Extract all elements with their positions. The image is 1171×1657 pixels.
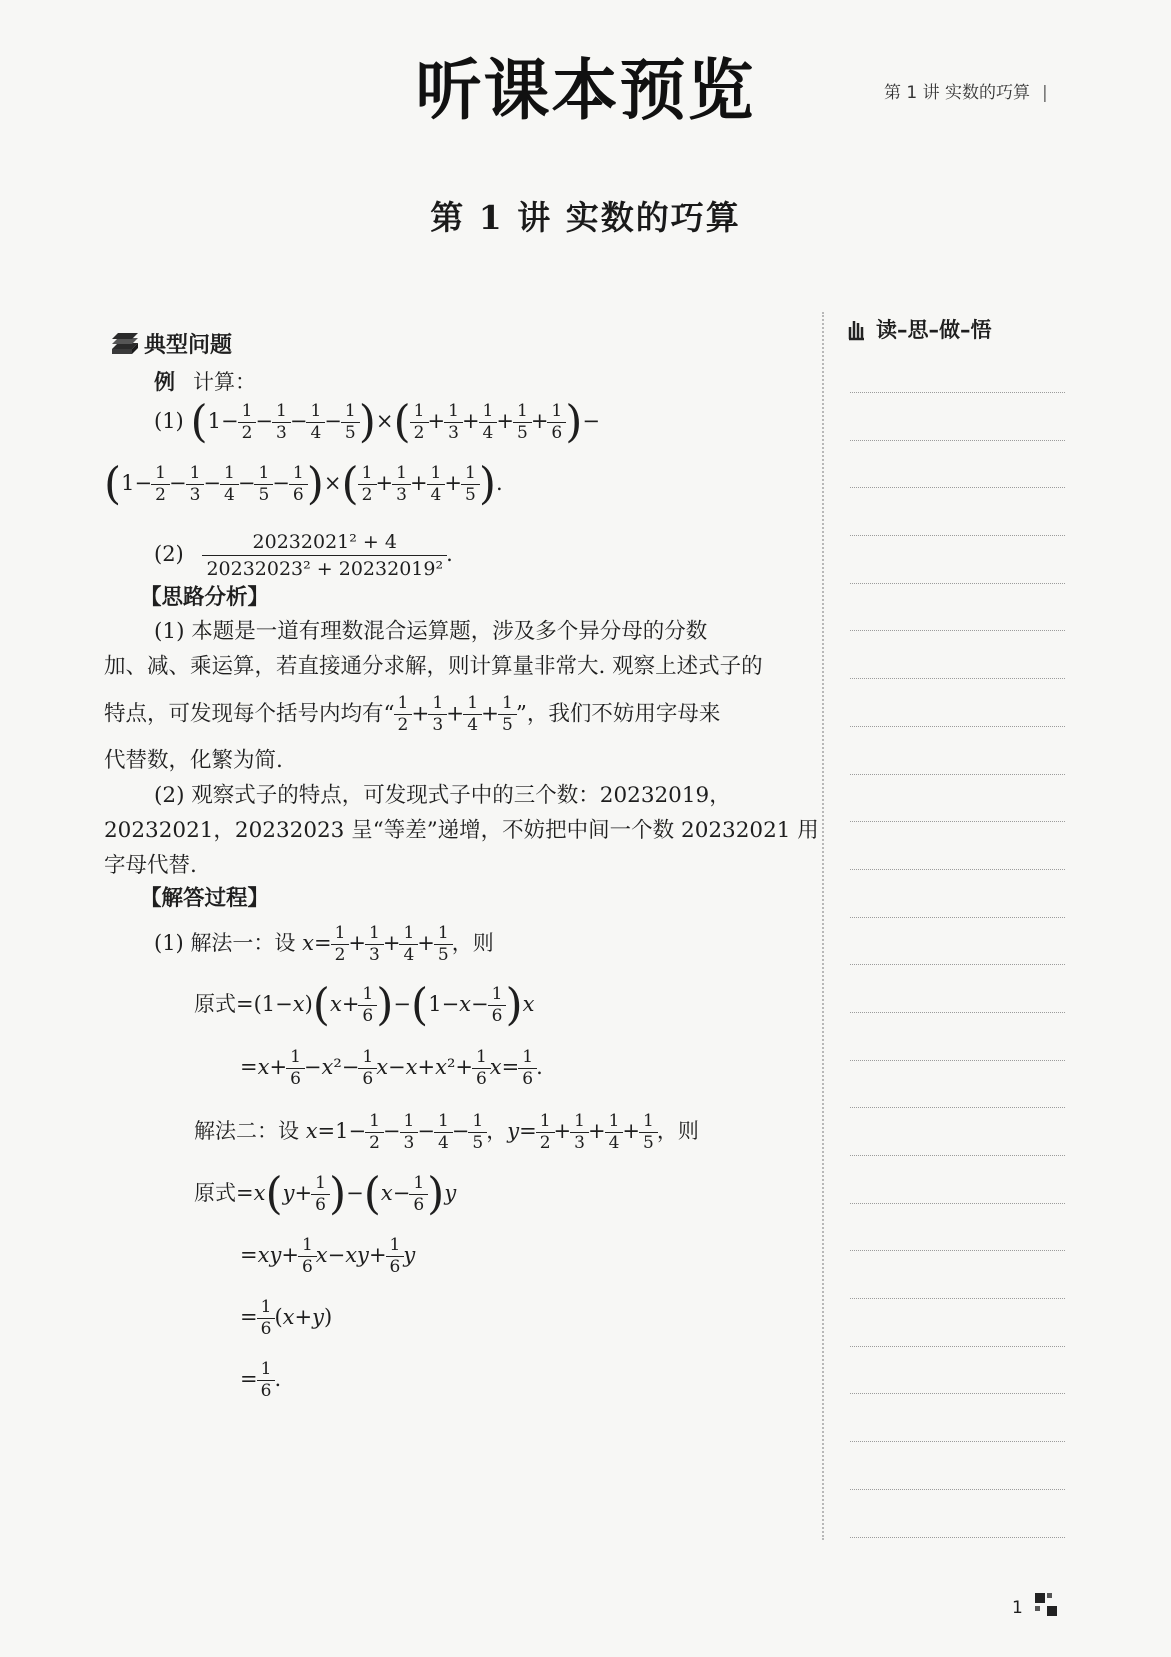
solution-method1-intro: (1) 解法一：设 x= $\frac{1}{2}$ + $\frac{1}{3}$ + $\frac{1}{4}$ + $\frac{1}{5}$ ，则 <box>154 923 494 965</box>
note-line <box>850 583 1065 584</box>
method1-original: 原式 <box>194 992 236 1016</box>
hand-icon <box>846 317 868 341</box>
analysis-p1-line3: 特点，可发现每个括号内均有“ $\frac{1}{2}$ + $\frac{1}{3}$ + $\frac{1}{4}$ + $\frac{1}{5}$ ”，我们不妨用字母来 <box>104 693 721 735</box>
analysis-p1-line2: 加、减、乘运算，若直接通分求解，则计算量非常大. 观察上述式子的 <box>104 654 763 679</box>
solution-method2-step4: = $\frac{1}{6}$ . <box>240 1359 282 1401</box>
note-line <box>850 1107 1065 1108</box>
section-heading-text: 典型问题 <box>144 333 233 358</box>
analysis-p2-line3: 字母代替. <box>104 853 197 878</box>
analysis-p2-line2: 20232021，20232023 呈“等差”递增，不妨把中间一个数 20232021 用 <box>104 818 819 843</box>
note-line <box>850 821 1065 822</box>
solution-method2-step1: 原式=x(y+ $\frac{1}{6}$ )−(x− $\frac{1}{6}$ )y <box>194 1168 457 1220</box>
note-line <box>850 1012 1065 1013</box>
example-expression-line-1: (1) (1− $\frac{1}{2}$ − $\frac{1}{3}$ − $\frac{1}{4}$ − $\frac{1}{5}$ )×( $\frac{1}{2}$ + $\frac{1}{3}$ + $\frac{1}{4}$ + $\frac{1}{5}$ + $\frac{1}{6}$ )− <box>154 396 601 448</box>
lecture-title: 第 1 讲 实数的巧算 <box>430 198 741 237</box>
example-label: 例 <box>154 369 175 394</box>
book-stack-icon <box>110 332 140 356</box>
note-line <box>850 726 1065 727</box>
note-line <box>850 1537 1065 1538</box>
method1-then: ，则 <box>451 931 494 955</box>
method1-marker: (1) <box>154 931 184 955</box>
method2-then: ，则 <box>656 1119 699 1143</box>
solution-method2-step2: =xy+ $\frac{1}{6}$ x−xy+ $\frac{1}{6}$ y <box>240 1235 416 1277</box>
sidebar-heading-text: 读–思–做–悟 <box>876 318 992 342</box>
note-line <box>850 917 1065 918</box>
running-header-text: 第 1 讲 实数的巧算 <box>884 83 1031 103</box>
note-line <box>850 1346 1065 1347</box>
note-line <box>850 1441 1065 1442</box>
method2-original: 原式 <box>194 1181 236 1205</box>
note-lines <box>850 392 1065 1584</box>
analysis-p2-line1: (2) 观察式子的特点，可发现式子中的三个数：20232019， <box>154 783 731 808</box>
analysis-p1-line4: 代替数，化繁为简. <box>104 748 283 773</box>
note-line <box>850 1298 1065 1299</box>
item2-marker: (2) <box>154 542 184 566</box>
note-line <box>850 487 1065 488</box>
page-number: 1 <box>1012 1598 1023 1618</box>
note-line <box>850 774 1065 775</box>
item1-marker: (1) <box>154 409 184 433</box>
running-header <box>884 78 1048 103</box>
solution-heading: 【解答过程】 <box>140 886 270 911</box>
note-line <box>850 1489 1065 1490</box>
example-intro: 计算： <box>193 370 256 394</box>
note-line <box>850 964 1065 965</box>
solution-method2-intro: 解法二：设 x=1− $\frac{1}{2}$ − $\frac{1}{3}$ − $\frac{1}{4}$ − $\frac{1}{5}$ ，y= $\frac{1}{2}$ + $\frac{1}{3}$ + $\frac{1}{4}$ + $\frac{1}{5}$ ，则 <box>194 1111 699 1153</box>
solution-method1-step2: =x+ $\frac{1}{6}$ −x²− $\frac{1}{6}$ x−x+x²+ $\frac{1}{6}$ x= $\frac{1}{6}$ . <box>240 1047 543 1089</box>
note-line <box>850 535 1065 536</box>
analysis-p1-line3-after: ”，我们不妨用字母来 <box>515 701 721 727</box>
section-heading <box>110 328 232 359</box>
banner-title: 听课本预览 <box>415 52 756 129</box>
column-divider <box>822 312 824 1540</box>
item2-numerator: 20232021² + 4 <box>252 531 397 553</box>
corner-squares-icon <box>1034 1592 1060 1618</box>
analysis-p1-line3-before: 特点，可发现每个括号内均有“ <box>104 701 395 727</box>
solution-method1-step1: 原式=(1−x)(x+ $\frac{1}{6}$ )−(1−x− $\frac{1}{6}$ )x <box>194 979 535 1031</box>
item2-denominator: 20232023² + 20232019² <box>202 555 447 581</box>
example-line <box>154 364 256 400</box>
note-line <box>850 1250 1065 1251</box>
example-expression-item2: (2) $\frac{\text{20232021² + 4}}{\text{20232023² + 20232019²}}$ . <box>154 531 453 580</box>
example-expression-line-2: (1− $\frac{1}{2}$ − $\frac{1}{3}$ − $\frac{1}{4}$ − $\frac{1}{5}$ − $\frac{1}{6}$ )×( $\frac{1}{2}$ + $\frac{1}{3}$ + $\frac{1}{4}$ + $\frac{1}{5}$ ). <box>104 458 503 510</box>
note-line <box>850 630 1065 631</box>
analysis-heading: 【思路分析】 <box>140 585 270 610</box>
note-line <box>850 1393 1065 1394</box>
note-line <box>850 869 1065 870</box>
running-header-bar: | <box>1042 83 1048 103</box>
note-line <box>850 1060 1065 1061</box>
analysis-p1-line1: (1) 本题是一道有理数混合运算题，涉及多个异分母的分数 <box>154 619 708 644</box>
note-line <box>850 678 1065 679</box>
note-line <box>850 1203 1065 1204</box>
sidebar-heading <box>846 314 992 344</box>
method1-intro-text: 解法一：设 <box>190 931 296 955</box>
solution-method2-step3: = $\frac{1}{6}$ (x+y) <box>240 1297 333 1339</box>
note-line <box>850 392 1065 393</box>
method2-intro-text: 解法二：设 <box>194 1119 299 1143</box>
note-line <box>850 440 1065 441</box>
note-line <box>850 1155 1065 1156</box>
